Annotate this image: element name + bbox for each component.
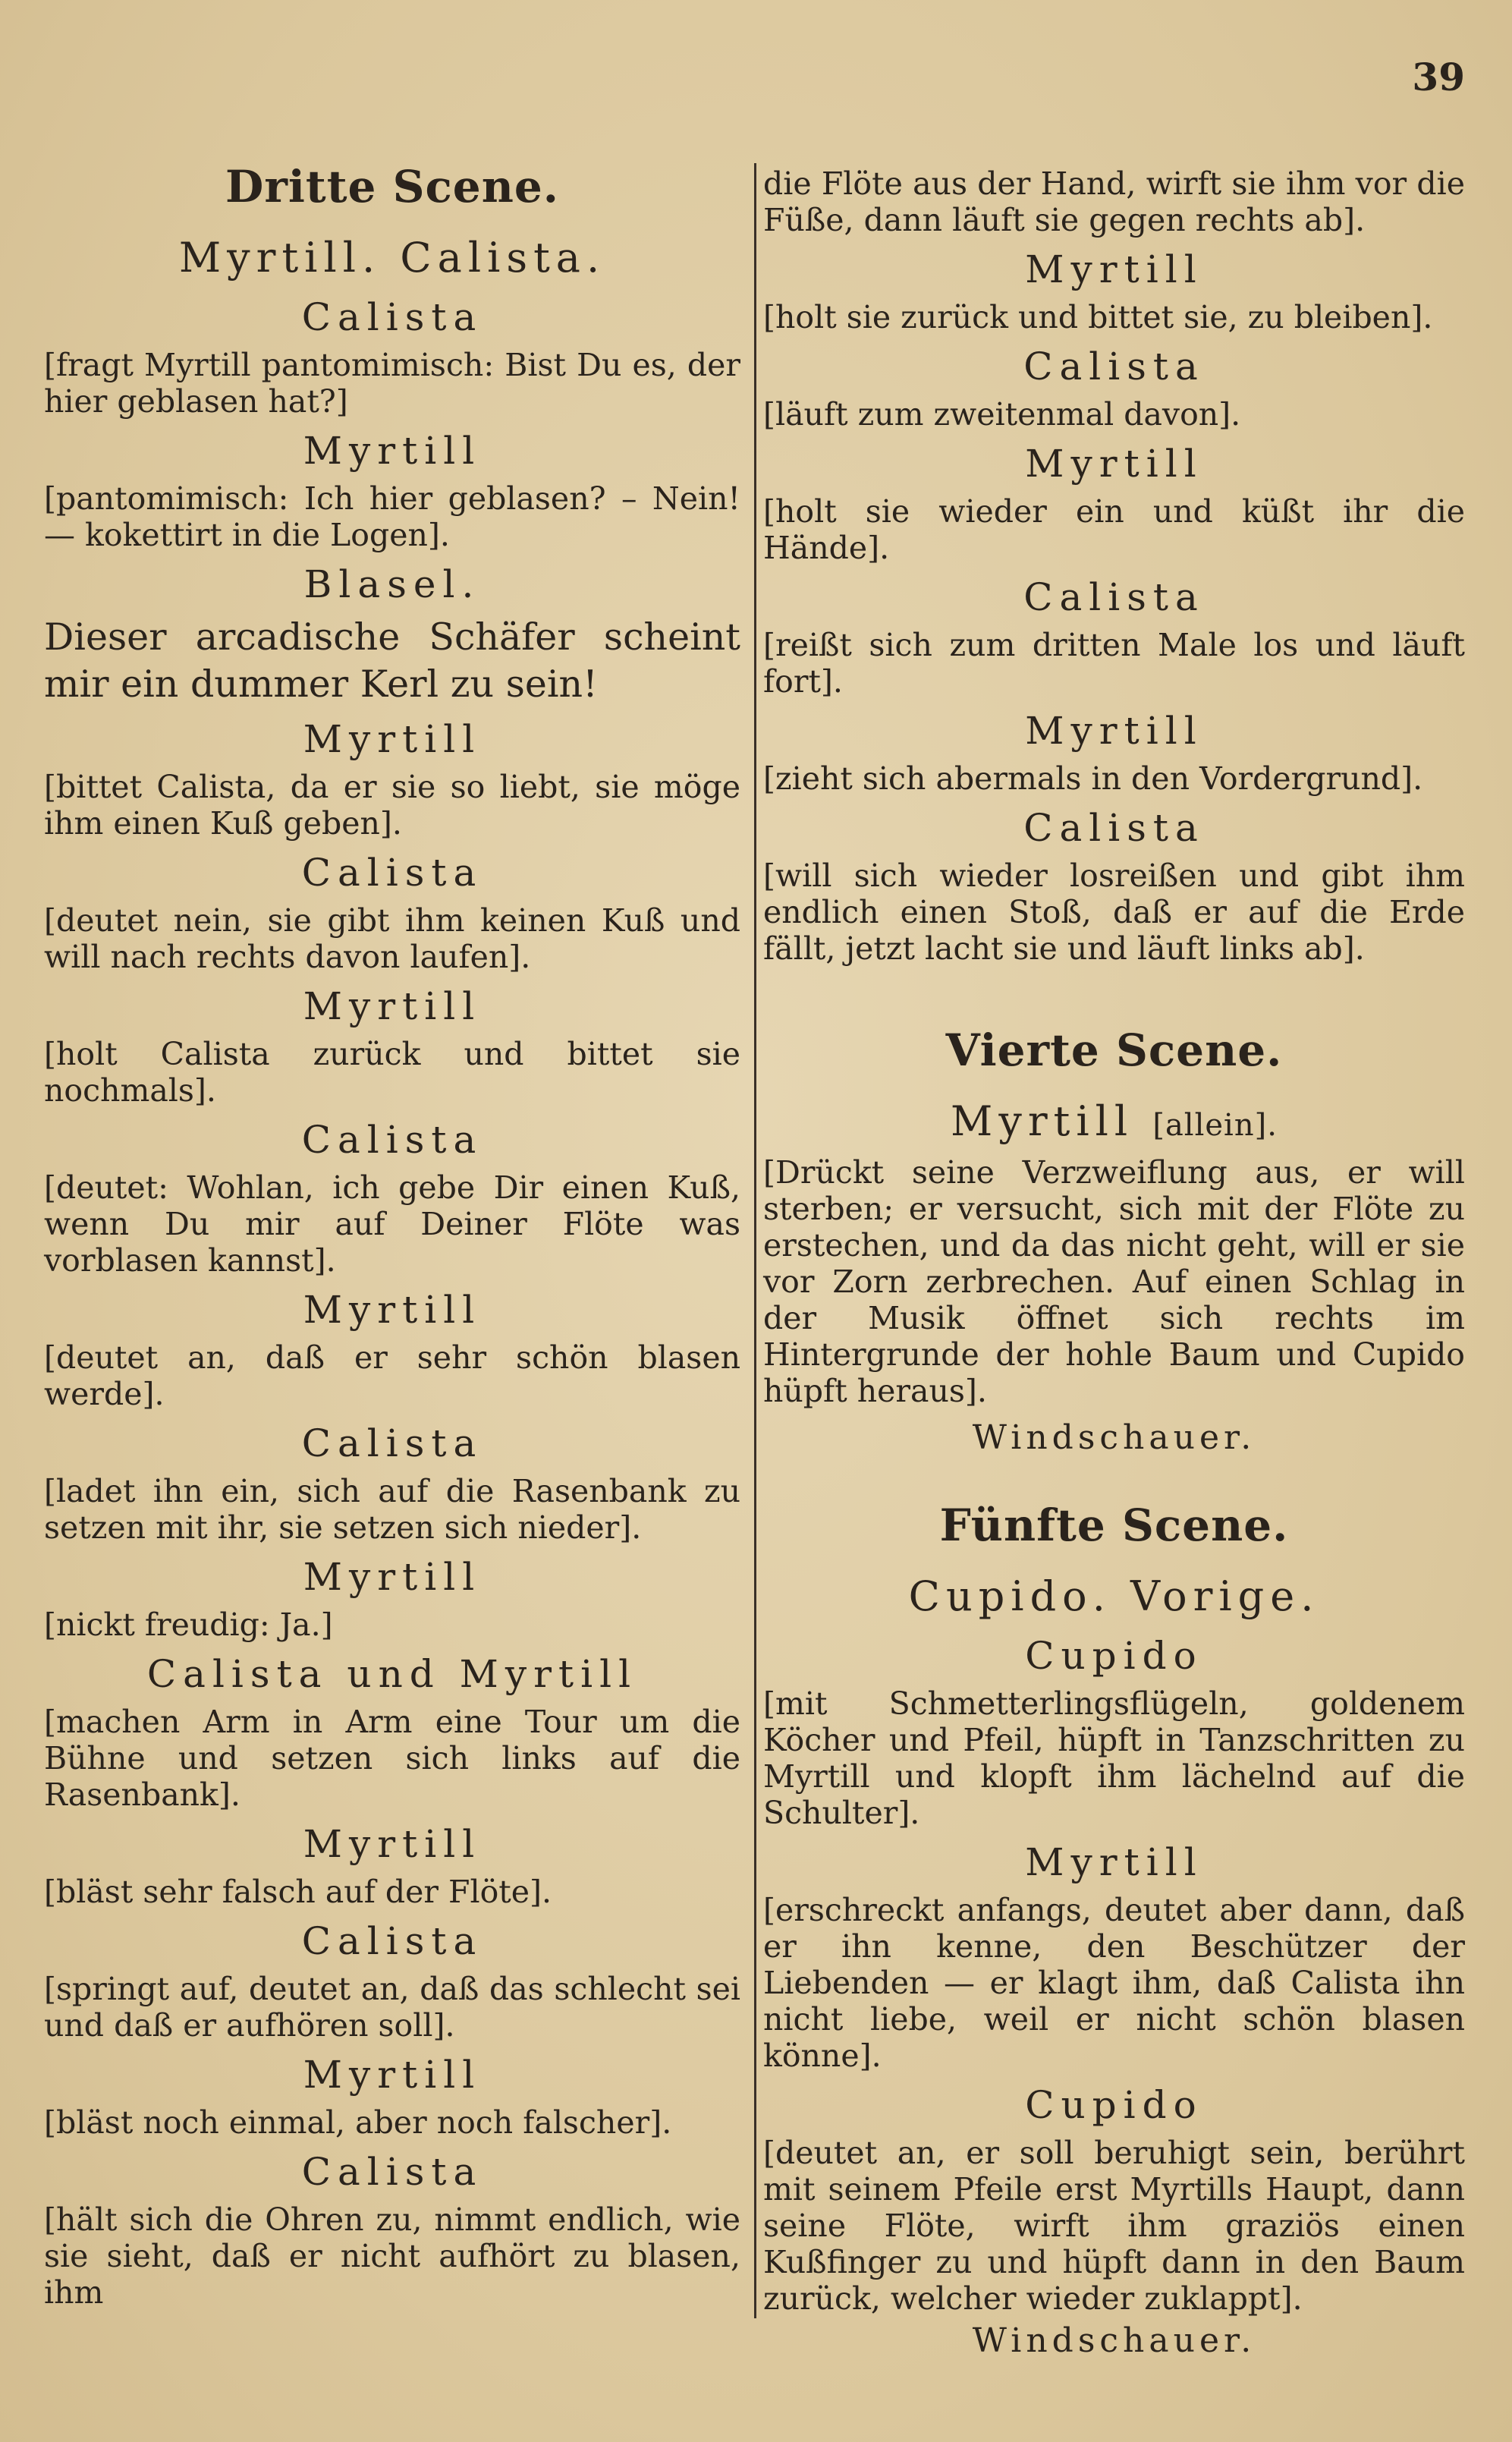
cast-list (763, 1097, 1465, 1145)
speaker-name: Cupido (1025, 2083, 1203, 2127)
stage-direction: [bittet Calista, da er sie so liebt, sie möge ihm einen Kuß geben]. (44, 769, 740, 842)
speaker-name: Calista (301, 1421, 483, 1465)
composer-signature: Windschauer. (972, 1418, 1256, 1457)
stage-direction: [holt sie wieder ein und küßt ihr die Hände]. (763, 493, 1465, 566)
stage-direction: [holt Calista zurück und bittet sie nochmals]. (44, 1036, 740, 1109)
right-column (763, 165, 1465, 2360)
speaker-name: Cupido (1025, 1634, 1203, 1678)
speaker-name: Myrtill (303, 717, 482, 761)
left-column (44, 161, 740, 2315)
speaker-name: Myrtill (1025, 709, 1203, 753)
stage-direction: [läuft zum zweitenmal davon]. (763, 396, 1241, 433)
stage-direction: [erschreckt anfangs, deutet aber dann, daß er ihn kenne, den Beschützer der Liebenden — er klagt ihm, daß Calista ihn nicht liebe, weil er nicht schön blasen könne]. (763, 1892, 1465, 2074)
stage-direction: [holt sie zurück und bittet sie, zu bleiben]. (763, 299, 1433, 335)
scene-title: Dritte Scene. (225, 161, 559, 212)
stage-direction: [hält sich die Ohren zu, nimmt endlich, wie sie sieht, daß er nicht aufhört zu blasen, ihm (44, 2201, 740, 2311)
speaker-name: Myrtill (1025, 442, 1203, 486)
stage-direction: [mit Schmetterlingsflügeln, goldenem Köcher und Pfeil, hüpft in Tanzschritten zu Myrtill und klopft ihm lächelnd auf die Schulter]. (763, 1685, 1465, 1831)
stage-direction: [will sich wieder losreißen und gibt ihm endlich einen Stoß, daß er auf die Erde fällt, jetzt lacht sie und läuft links ab]. (763, 858, 1465, 967)
speaker-name: Calista (301, 295, 483, 339)
speaker-name: Calista (301, 851, 483, 895)
stage-direction: [Drückt seine Verzweiflung aus, er will sterben; er versucht, sich mit der Flöte zu erstechen, und da das nicht geht, will er sie vor Zorn zerbrechen. Auf einen Schlag in der Musik öffnet sich rechts im Hintergrunde der hohle Baum und Cupido hüpft heraus]. (763, 1154, 1465, 1409)
speaker-name: Myrtill (303, 429, 482, 473)
stage-direction: [ladet ihn ein, sich auf die Rasenbank zu setzen mit ihr, sie setzen sich nieder]. (44, 1473, 740, 1546)
stage-direction: [fragt Myrtill pantomimisch: Bist Du es, der hier geblasen hat?] (44, 347, 740, 420)
speaker-name: Myrtill (303, 1555, 482, 1599)
stage-direction: [deutet nein, sie gibt ihm keinen Kuß und will nach rechts davon laufen]. (44, 902, 740, 975)
cast-list: Myrtill. Calista. (178, 234, 606, 282)
speaker-name: Calista (1023, 806, 1205, 850)
stage-direction: [zieht sich abermals in den Vordergrund]. (763, 760, 1423, 797)
speaker-name: Calista und Myrtill (146, 1652, 638, 1696)
stage-direction: [deutet an, daß er sehr schön blasen werde]. (44, 1339, 740, 1412)
stage-direction: [deutet an, er soll beruhigt sein, berührt mit seinem Pfeile erst Myrtills Haupt, dann seine Flöte, wirft ihm graziös einen Kußfinger zu und hüpft dann in den Baum zurück, welcher wieder zuklappt]. (763, 2135, 1465, 2317)
page-number: 39 (1412, 55, 1465, 99)
cast-note: [allein]. (1152, 1108, 1278, 1143)
scene-spacer (763, 971, 1465, 1024)
speaker-name: Calista (301, 2150, 483, 2194)
stage-direction: [bläst noch einmal, aber noch falscher]. (44, 2104, 672, 2141)
speaker-name: Calista (301, 1919, 483, 1963)
scene-spacer (763, 1457, 1465, 1500)
composer-signature: Windschauer. (972, 2321, 1256, 2360)
speaker-name: Myrtill (1025, 247, 1203, 291)
cast-name: Myrtill (951, 1097, 1134, 1145)
speaker-name: Myrtill (303, 1822, 482, 1866)
speaker-name: Myrtill (303, 1288, 482, 1332)
column-divider (754, 163, 756, 2318)
stage-direction: [bläst sehr falsch auf der Flöte]. (44, 1874, 552, 1910)
scene-title: Vierte Scene. (945, 1024, 1283, 1076)
spoken-line: Dieser arcadische Schäfer scheint mir ein dummer Kerl zu sein! (44, 615, 740, 706)
stage-direction-continued: die Flöte aus der Hand, wirft sie ihm vor die Füße, dann läuft sie gegen rechts ab]. (763, 165, 1465, 238)
stage-direction: [reißt sich zum dritten Male los und läuft fort]. (763, 627, 1465, 700)
stage-direction: [springt auf, deutet an, daß das schlecht sei und daß er aufhören soll]. (44, 1971, 740, 2044)
speaker-name: Calista (1023, 575, 1205, 619)
speaker-name: Blasel. (303, 562, 481, 606)
speaker-name: Calista (1023, 345, 1205, 389)
stage-direction: [nickt freudig: Ja.] (44, 1606, 333, 1643)
stage-direction: [deutet: Wohlan, ich gebe Dir einen Kuß, wenn Du mir auf Deiner Flöte was vorblasen kannst]. (44, 1169, 740, 1279)
speaker-name: Myrtill (303, 984, 482, 1028)
scene-title: Fünfte Scene. (939, 1500, 1289, 1551)
stage-direction: [machen Arm in Arm eine Tour um die Bühne und setzen sich links auf die Rasenbank]. (44, 1704, 740, 1813)
speaker-name: Myrtill (1025, 1840, 1203, 1884)
speaker-name: Myrtill (303, 2053, 482, 2097)
cast-list: Cupido. Vorige. (908, 1572, 1320, 1620)
speaker-name: Calista (301, 1118, 483, 1162)
stage-direction: [pantomimisch: Ich hier geblasen? – Nein! — kokettirt in die Logen]. (44, 480, 740, 553)
